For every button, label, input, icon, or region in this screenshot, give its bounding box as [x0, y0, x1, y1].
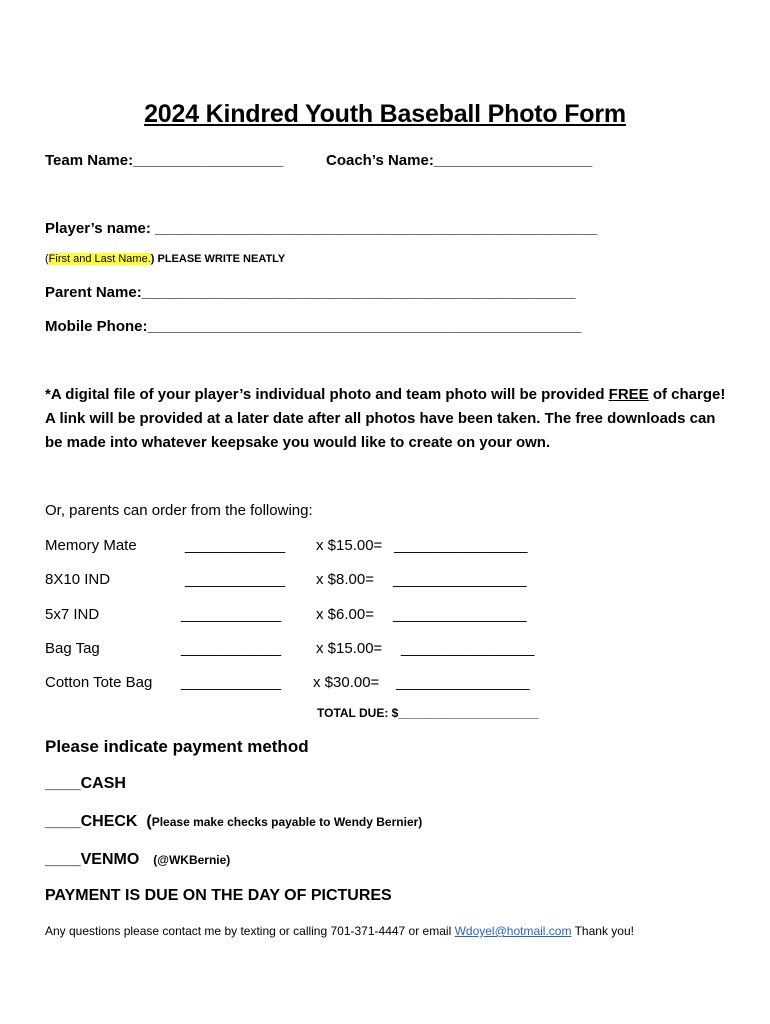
order-qty-field[interactable]: ____________: [181, 674, 282, 691]
order-price: x $8.00=: [316, 571, 374, 588]
cash-blank[interactable]: ____: [45, 775, 81, 792]
coach-name-field[interactable]: Coach’s Name:___________________: [326, 152, 593, 169]
order-price: x $15.00=: [316, 640, 383, 657]
cash-label: CASH: [80, 775, 126, 792]
order-price: x $6.00=: [316, 606, 374, 623]
order-total-field[interactable]: ________________: [394, 537, 528, 554]
order-total-field[interactable]: ________________: [393, 606, 527, 623]
digital-file-note: [45, 383, 735, 455]
order-price: x $15.00=: [316, 537, 383, 554]
venmo-label: VENMO: [80, 851, 140, 868]
payment-option-venmo[interactable]: [45, 851, 230, 869]
parent-name-field[interactable]: Parent Name:____________________________________________________: [45, 284, 576, 301]
thank-you-text: Thank you!: [571, 924, 634, 938]
order-total-field[interactable]: ________________: [393, 571, 527, 588]
venmo-blank[interactable]: ____: [45, 851, 81, 868]
contact-line: [45, 924, 634, 938]
order-qty-field[interactable]: ____________: [185, 571, 286, 588]
payment-heading: Please indicate payment method: [45, 737, 309, 756]
payment-option-check[interactable]: [45, 813, 422, 831]
check-paren: (: [137, 813, 152, 830]
name-instruction-rest: ) PLEASE WRITE NEATLY: [150, 253, 286, 265]
name-instruction-open: (: [45, 253, 49, 265]
order-price: x $30.00=: [313, 674, 380, 691]
order-item-name: Cotton Tote Bag: [45, 674, 153, 691]
mobile-phone-field[interactable]: Mobile Phone:____________________________________________________: [45, 318, 582, 335]
free-emphasis: FREE: [608, 386, 649, 403]
check-blank[interactable]: ____: [45, 813, 81, 830]
check-label: CHECK: [80, 813, 138, 830]
digital-note-text-1: *A digital file of your player’s individual photo and team photo will be provided: [45, 386, 609, 403]
payment-option-cash[interactable]: [45, 775, 126, 793]
order-item-name: 5x7 IND: [45, 606, 100, 623]
check-note: Please make checks payable to Wendy Bernier): [151, 815, 423, 829]
order-qty-field[interactable]: ____________: [181, 640, 282, 657]
digital-note-text-2: of charge! A link will be provided at a later date after all photos have been taken. The free downloads can be made into whatever keepsake you would like to create on your own.: [45, 386, 726, 451]
form-title: 2024 Kindred Youth Baseball Photo Form: [144, 100, 626, 128]
order-intro: Or, parents can order from the following:: [45, 502, 313, 519]
order-item-name: Memory Mate: [45, 537, 137, 554]
payment-due-notice: PAYMENT IS DUE ON THE DAY OF PICTURES: [45, 887, 392, 904]
total-due-field[interactable]: TOTAL DUE: $_____________________: [317, 706, 539, 720]
order-qty-field[interactable]: ____________: [181, 606, 282, 623]
name-instruction: [45, 253, 285, 265]
contact-text: Any questions please contact me by texting or calling 701-371-4447 or email: [45, 924, 455, 938]
name-instruction-highlight: First and Last Name.: [48, 253, 151, 265]
email-link[interactable]: Wdoyel@hotmail.com: [454, 924, 572, 938]
venmo-handle: (@WKBernie): [153, 853, 231, 867]
order-item-name: 8X10 IND: [45, 571, 111, 588]
team-name-field[interactable]: Team Name:__________________: [45, 152, 284, 169]
player-name-field[interactable]: Player’s name: _____________________________________________________: [45, 220, 598, 237]
order-item-name: Bag Tag: [45, 640, 100, 657]
order-qty-field[interactable]: ____________: [185, 537, 286, 554]
order-total-field[interactable]: ________________: [401, 640, 535, 657]
order-total-field[interactable]: ________________: [396, 674, 530, 691]
